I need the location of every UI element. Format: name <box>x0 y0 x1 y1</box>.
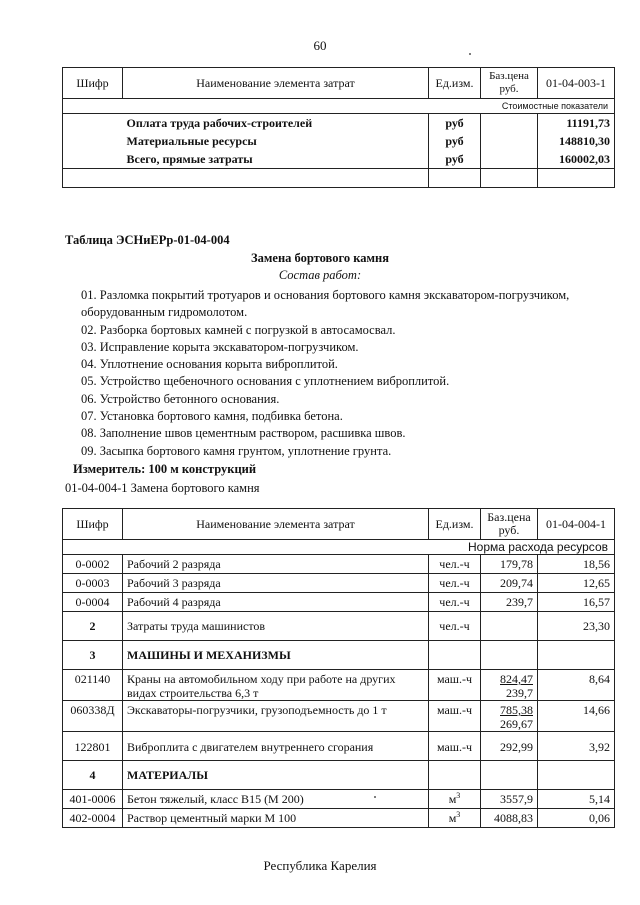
row-value: 8,64 <box>538 670 615 701</box>
header-ref: 01-04-004-1 <box>538 509 615 540</box>
header-name: Наименование элемента затрат <box>123 68 429 99</box>
table-row <box>63 701 615 732</box>
table-row <box>63 809 615 828</box>
row-name: Всего, прямые затраты <box>123 150 429 169</box>
section-title: МАШИНЫ И МЕХАНИЗМЫ <box>123 641 429 670</box>
row-price: 239,7 <box>481 593 538 612</box>
row-price-secondary: 239,7 <box>506 686 533 700</box>
composition-label: Состав работ: <box>278 268 362 282</box>
row-name: Бетон тяжелый, класс В15 (М 200) <box>123 790 429 809</box>
section-code: 2 <box>63 612 123 641</box>
row-price-primary: 785,38 <box>500 703 533 717</box>
table-row-section-3 <box>63 641 615 670</box>
table-title: Таблица ЭСНиЕРр-01-04-004 <box>65 233 230 247</box>
header-unit: Ед.изм. <box>429 68 481 99</box>
row-value: 12,65 <box>538 574 615 593</box>
table-subheader-row <box>63 540 615 555</box>
table-subheader-row <box>63 99 615 114</box>
row-price: 3557,9 <box>481 790 538 809</box>
row-unit: $м^3$ <box>429 809 481 828</box>
table-row <box>63 150 615 169</box>
section-unit: чел.-ч <box>429 612 481 641</box>
row-unit: руб <box>429 114 481 133</box>
row-unit: $м^3$ <box>429 790 481 809</box>
table-row <box>63 790 615 809</box>
table-row <box>63 114 615 133</box>
row-code: 0-0002 <box>63 555 123 574</box>
scan-speck <box>374 796 376 798</box>
table-row <box>63 574 615 593</box>
row-value: 16,57 <box>538 593 615 612</box>
header-code: Шифр <box>63 68 123 99</box>
work-item: 09. Засыпка бортового камня грунтом, уплотнение грунта. <box>81 443 392 458</box>
row-code: 122801 <box>63 732 123 761</box>
measure-unit: Измеритель: 100 м конструкций <box>73 462 257 476</box>
row-value: 0,06 <box>538 809 615 828</box>
row-value: 160002,03 <box>538 150 615 169</box>
table-row-spacer <box>63 169 615 188</box>
row-name: Рабочий 3 разряда <box>123 574 429 593</box>
section-value: 23,30 <box>538 612 615 641</box>
table-header-row <box>63 68 615 99</box>
row-unit: маш.-ч <box>429 701 481 732</box>
table-heading: Замена бортового камня <box>251 251 389 265</box>
header-name: Наименование элемента затрат <box>123 509 429 540</box>
row-price: 292,99 <box>481 732 538 761</box>
row-price-primary: 824,47 <box>500 672 533 686</box>
section-title: МАТЕРИАЛЫ <box>123 761 429 790</box>
row-unit: чел.-ч <box>429 574 481 593</box>
row-name: Рабочий 4 разряда <box>123 593 429 612</box>
row-value: 148810,30 <box>538 132 615 150</box>
subheader-cost: Стоимостные показатели <box>63 99 615 114</box>
row-unit: руб <box>429 132 481 150</box>
header-price: Баз.цена руб. <box>481 68 538 99</box>
resource-norms-table <box>62 508 615 828</box>
code-line: 01-04-004-1 Замена бортового камня <box>65 481 260 495</box>
table-row-section-2 <box>63 612 615 641</box>
row-code: 021140 <box>63 670 123 701</box>
cost-indicators-table <box>62 67 615 188</box>
row-unit: чел.-ч <box>429 555 481 574</box>
row-price: 179,78 <box>481 555 538 574</box>
work-item: 03. Исправление корыта экскаватором-погрузчиком. <box>81 339 359 354</box>
row-price-secondary: 269,67 <box>500 717 533 731</box>
row-value: 11191,73 <box>538 114 615 133</box>
header-code: Шифр <box>63 509 123 540</box>
work-item: 04. Уплотнение основания корыта виброплитой. <box>81 357 338 372</box>
header-ref: 01-04-003-1 <box>538 68 615 99</box>
row-value: 14,66 <box>538 701 615 732</box>
section-code: 4 <box>63 761 123 790</box>
work-item: 08. Заполнение швов цементным раствором, расшивка швов. <box>81 426 406 441</box>
row-unit: руб <box>429 150 481 169</box>
row-unit: чел.-ч <box>429 593 481 612</box>
row-name: Материальные ресурсы <box>123 132 429 150</box>
section-code: 3 <box>63 641 123 670</box>
row-name: Краны на автомобильном ходу при работе на других видах строительства 6,3 т <box>123 670 429 701</box>
header-price: Баз.цена руб. <box>481 509 538 540</box>
row-name: Раствор цементный марки М 100 <box>123 809 429 828</box>
row-value: 3,92 <box>538 732 615 761</box>
row-price: 209,74 <box>481 574 538 593</box>
scan-speck <box>469 53 471 55</box>
row-price: 4088,83 <box>481 809 538 828</box>
table-row <box>63 132 615 150</box>
row-unit: маш.-ч <box>429 670 481 701</box>
work-item: 05. Устройство щебеночного основания с уплотнением виброплитой. <box>81 374 450 389</box>
table-row <box>63 593 615 612</box>
page-number: 60 <box>313 38 327 53</box>
subheader-norms: Норма расхода ресурсов <box>63 540 615 555</box>
table-row <box>63 555 615 574</box>
page-footer: Республика Карелия <box>263 858 377 873</box>
row-value: 18,56 <box>538 555 615 574</box>
row-name: Оплата труда рабочих-строителей <box>123 114 429 133</box>
table-row <box>63 670 615 701</box>
work-item-continuation: оборудованным гидромолотом. <box>81 305 248 320</box>
header-unit: Ед.изм. <box>429 509 481 540</box>
table-header-row <box>63 509 615 540</box>
section-name: Затраты труда машинистов <box>123 612 429 641</box>
work-item: 07. Установка бортового камня, подбивка бетона. <box>81 409 343 424</box>
row-code: 0-0003 <box>63 574 123 593</box>
row-unit: маш.-ч <box>429 732 481 761</box>
row-value: 5,14 <box>538 790 615 809</box>
row-name: Виброплита с двигателем внутреннего сгорания <box>123 732 429 761</box>
row-code: 060338Д <box>63 701 123 732</box>
row-code: 0-0004 <box>63 593 123 612</box>
row-code: 401-0006 <box>63 790 123 809</box>
table-row-section-4 <box>63 761 615 790</box>
row-name: Экскаваторы-погрузчики, грузоподъемность до 1 т <box>123 701 429 732</box>
table-row <box>63 732 615 761</box>
row-code: 402-0004 <box>63 809 123 828</box>
row-name: Рабочий 2 разряда <box>123 555 429 574</box>
work-list <box>81 287 621 460</box>
work-item: 02. Разборка бортовых камней с погрузкой в автосамосвал. <box>81 322 396 337</box>
work-item: 06. Устройство бетонного основания. <box>81 391 280 406</box>
work-item: 01. Разломка покрытий тротуаров и основания бортового камня экскаватором-погрузчиком, <box>81 288 570 302</box>
